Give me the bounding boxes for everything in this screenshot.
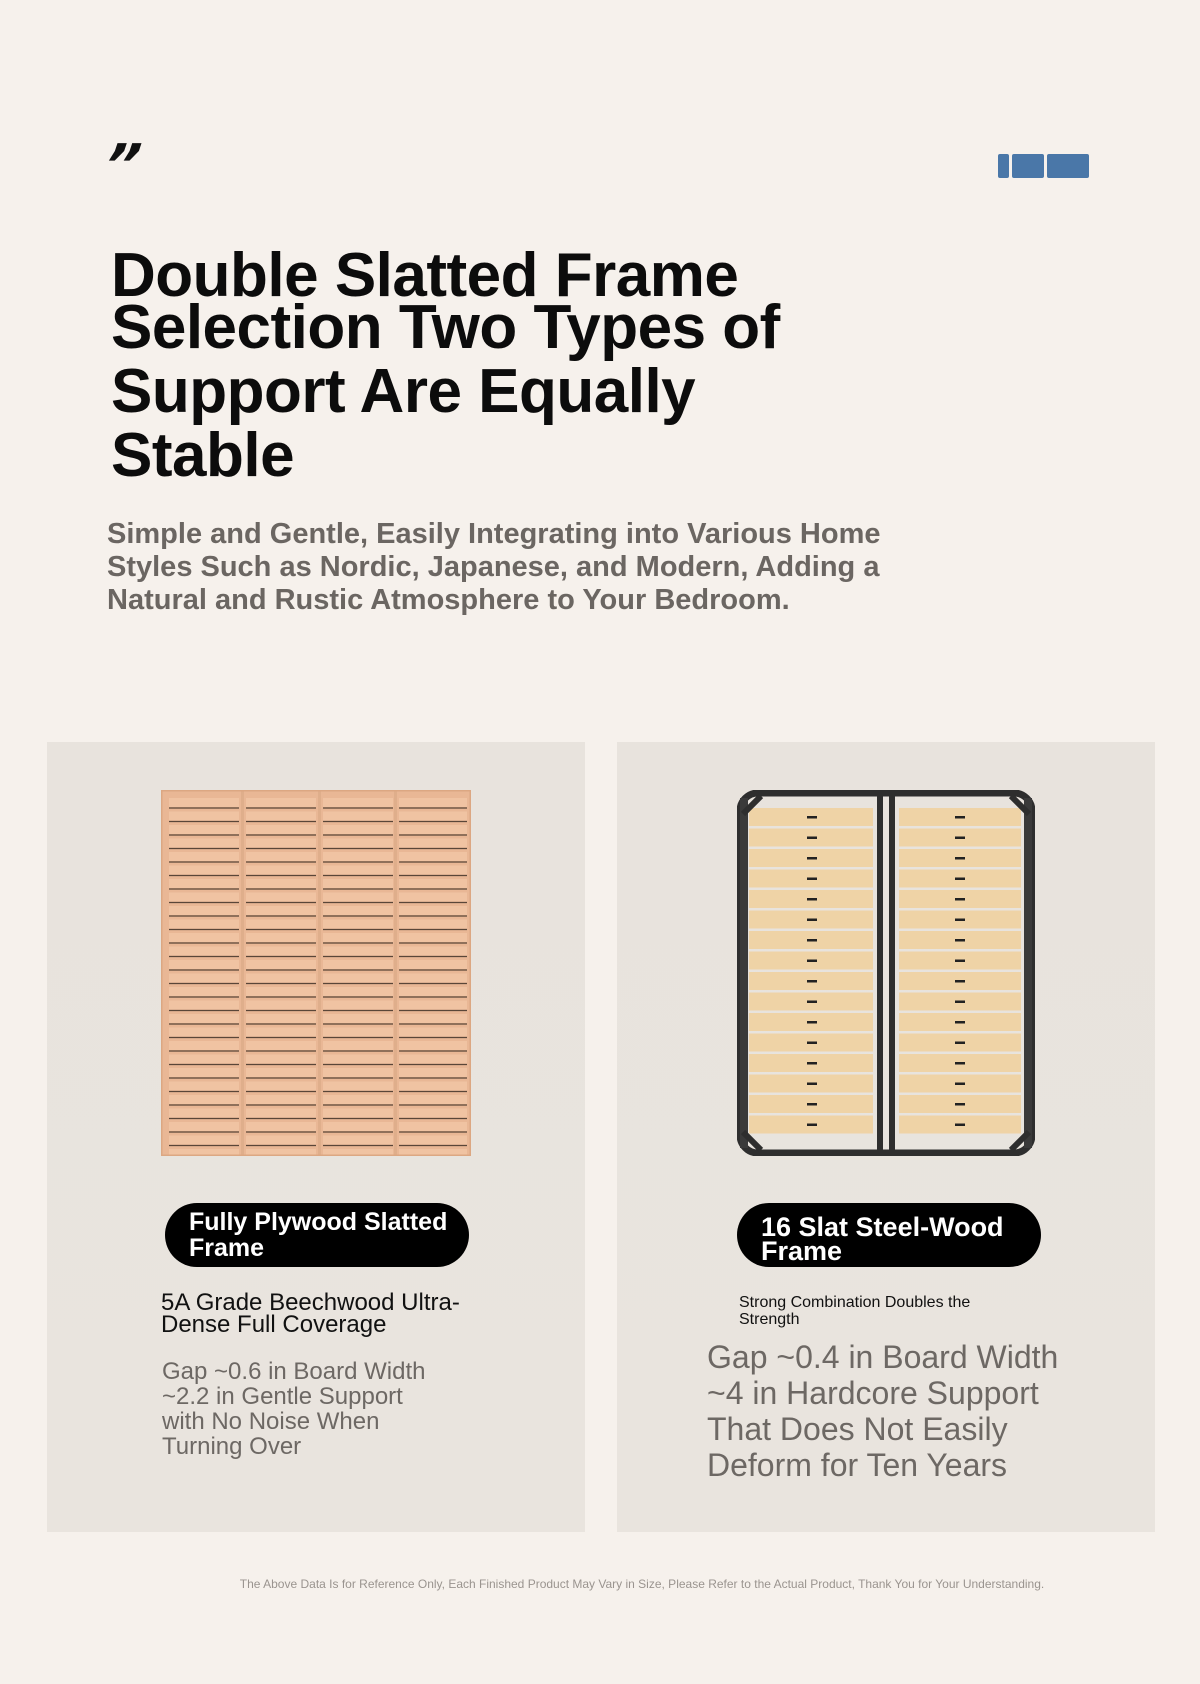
quote-mark-icon: ” bbox=[99, 133, 145, 198]
brand-logo-blocks bbox=[998, 154, 1089, 178]
page-title bbox=[111, 241, 831, 490]
brand-block bbox=[1047, 154, 1089, 178]
brand-block bbox=[1012, 154, 1044, 178]
product-name-pill: Fully Plywood Slatted Frame bbox=[165, 1203, 469, 1267]
product-card-plywood bbox=[47, 742, 585, 1532]
footer-disclaimer: The Above Data Is for Reference Only, Each Finished Product May Vary in Size, Please Refer to the Actual Product, Thank You for Your Understanding. bbox=[239, 1577, 1045, 1591]
page-title-line1: Double Slatted Frame bbox=[111, 241, 739, 310]
product-feature: Strong Combination Doubles the Strength bbox=[739, 1294, 971, 1328]
product-feature: 5A Grade Beechwood Ultra-Dense Full Coverage bbox=[161, 1289, 460, 1338]
steel-wood-slat-frame-icon bbox=[737, 790, 1035, 1156]
page-subtitle: Simple and Gentle, Easily Integrating into Various Home Styles Such as Nordic, Japanese, and Modern, Adding a Natural and Rustic Atmosphere to Your Bedroom. bbox=[107, 518, 881, 616]
product-card-steel-wood bbox=[617, 742, 1155, 1532]
brand-block bbox=[998, 154, 1009, 178]
product-detail: Gap ~0.6 in Board Width ~2.2 in Gentle Support with No Noise When Turning Over bbox=[162, 1358, 426, 1460]
product-detail: Gap ~0.4 in Board Width ~4 in Hardcore Support That Does Not Easily Deform for Ten Years bbox=[707, 1339, 1059, 1483]
plywood-slat-frame-icon bbox=[161, 790, 471, 1156]
page-title-line2: Selection Two Types of Support Are Equally Stable bbox=[111, 293, 780, 490]
product-name-pill: 16 Slat Steel-Wood Frame bbox=[737, 1203, 1041, 1267]
